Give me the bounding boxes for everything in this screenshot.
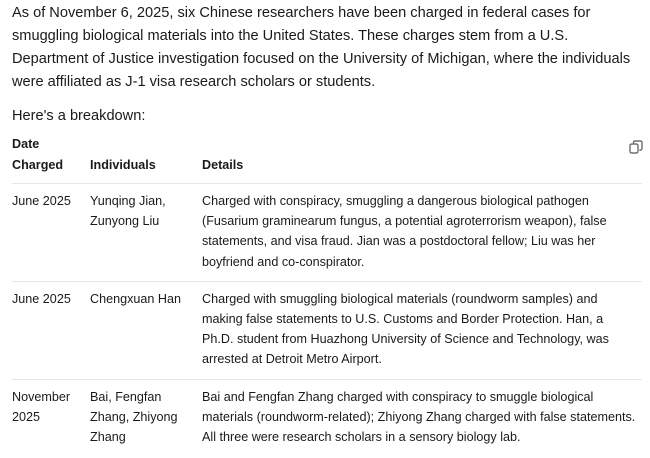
table-row	[12, 281, 642, 379]
header-individuals: Individuals	[90, 134, 202, 184]
breakdown-label: Here's a breakdown:	[12, 108, 146, 124]
copy-icon	[629, 140, 643, 154]
cell-date: November 2025	[12, 389, 71, 424]
cell-details: Charged with smuggling biological materials (roundworm samples) and making false statements to U.S. Customs and Border Protection. Han, a Ph.D. student from Huazhong University of Science and Technology, was arrested at Detroit Metro Airport.	[202, 281, 642, 379]
cell-date: June 2025	[12, 184, 90, 282]
response-content	[12, 0, 642, 456]
charges-table	[12, 134, 642, 456]
header-details: Details	[202, 134, 642, 184]
table-header-row	[12, 134, 642, 184]
header-date: Date Charged	[12, 134, 90, 184]
intro-paragraph: As of November 6, 2025, six Chinese researchers have been charged in federal cases for smuggling biological materials into the United States. These charges stem from a U.S. Department of Justice investigation focused on the University of Michigan, where the individuals were affiliated as J-1 visa research scholars or students.	[12, 5, 631, 90]
cell-individuals: Yunqing Jian, Zunyong Liu	[90, 184, 202, 282]
cell-date: June 2025	[12, 281, 90, 379]
cell-details: Charged with conspiracy, smuggling a dangerous biological pathogen (Fusarium graminearum fungus, a potential agroterrorism weapon), false statements, and visa fraud. Jian was a postdoctoral fellow; Liu was her boyfriend and co-conspirator.	[202, 184, 642, 282]
cell-individuals: Chengxuan Han	[90, 281, 202, 379]
copy-table-button[interactable]	[629, 140, 643, 154]
table-row	[12, 379, 642, 456]
cell-individuals: Bai, Fengfan Zhang, Zhiyong Zhang	[90, 389, 178, 445]
cell-details: Bai and Fengfan Zhang charged with conspiracy to smuggle biological materials (roundworm-related); Zhiyong Zhang charged with false statements. All three were research scholars in a sensory biology lab.	[202, 389, 636, 445]
table-row	[12, 184, 642, 282]
